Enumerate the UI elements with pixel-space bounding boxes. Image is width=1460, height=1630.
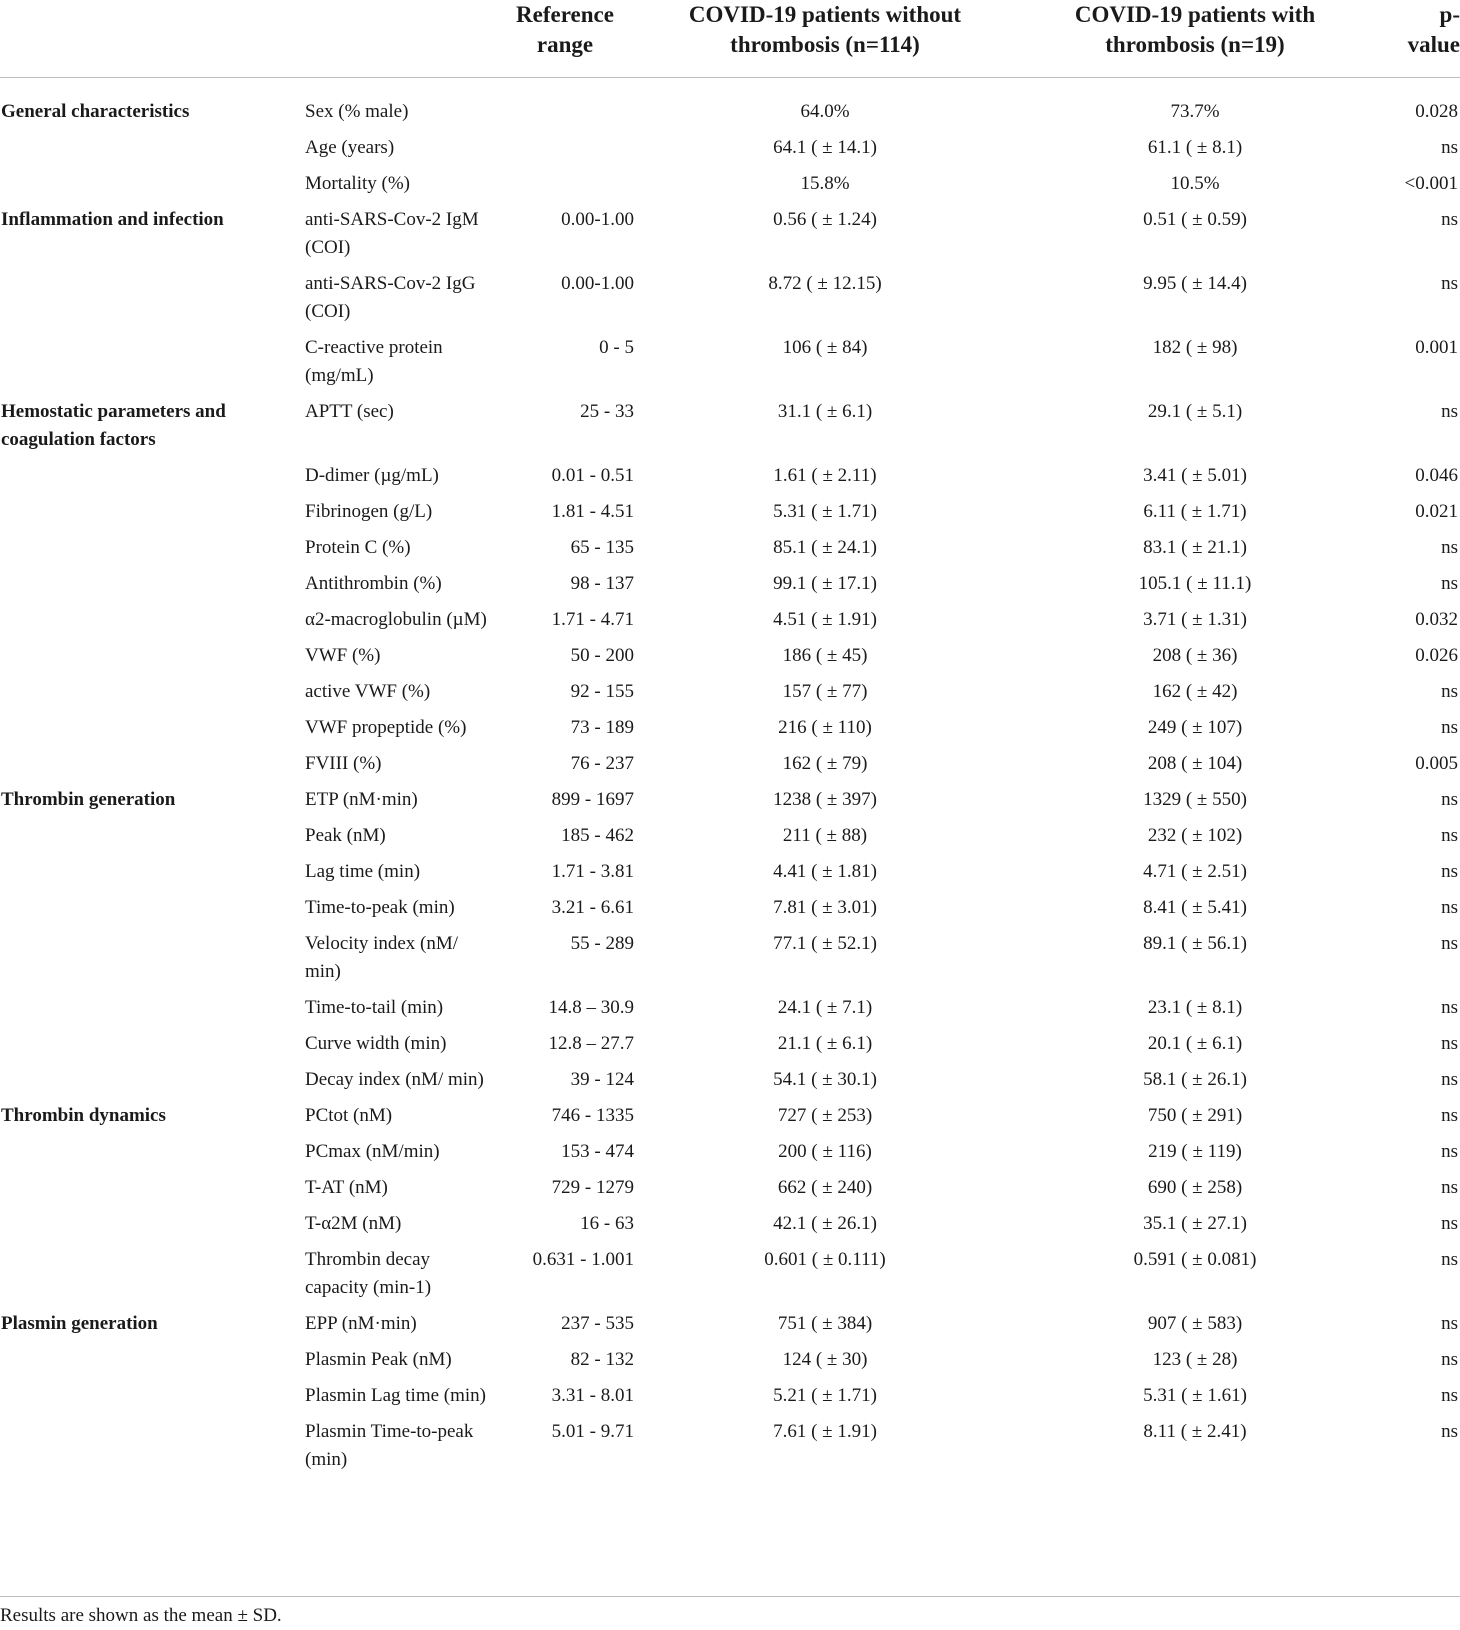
row-with-thrombosis: 690 ( ± 258) [1147, 1177, 1243, 1198]
row-reference-range: 3.21 - 6.61 [551, 897, 634, 918]
row-with-thrombosis: 6.11 ( ± 1.71) [1143, 501, 1247, 522]
row-category [0, 926, 305, 990]
row-parameter: T-AT (nM) [305, 1177, 388, 1198]
row-reference-range: 5.01 - 9.71 [551, 1421, 634, 1442]
row-p-value: ns [1441, 789, 1458, 810]
table-header [0, 0, 1460, 78]
row-without-thrombosis: 5.31 ( ± 1.71) [773, 501, 877, 522]
row-category: Plasmin generation [1, 1313, 158, 1334]
row-parameter: Protein C (%) [305, 537, 411, 558]
row-reference-range: 50 - 200 [570, 645, 634, 666]
row-reference-range: 92 - 155 [570, 681, 634, 702]
row-reference-range [500, 94, 640, 130]
row-with-thrombosis: 249 ( ± 107) [1147, 717, 1243, 738]
row-p-value: <0.001 [1404, 173, 1458, 194]
table-row [0, 566, 1460, 602]
row-with-thrombosis: 182 ( ± 98) [1152, 337, 1238, 358]
row-category [0, 990, 305, 1026]
row-parameter: ETP (nM·min) [305, 789, 418, 810]
row-p-value: 0.026 [1415, 645, 1458, 666]
row-with-thrombosis: 105.1 ( ± 11.1) [1138, 573, 1252, 594]
row-with-thrombosis: 219 ( ± 119) [1148, 1141, 1242, 1162]
row-with-thrombosis: 29.1 ( ± 5.1) [1147, 401, 1243, 422]
header-p-value [1380, 0, 1460, 78]
table-row [0, 1206, 1460, 1242]
row-parameter: C-reactive protein (mg/mL) [305, 337, 443, 386]
row-without-thrombosis: 54.1 ( ± 30.1) [773, 1069, 877, 1090]
table-row [0, 1306, 1460, 1342]
row-with-thrombosis: 123 ( ± 28) [1152, 1349, 1238, 1370]
table-row [0, 94, 1460, 130]
row-category [0, 266, 305, 330]
row-parameter: Mortality (%) [305, 173, 411, 194]
row-with-thrombosis: 58.1 ( ± 26.1) [1143, 1069, 1247, 1090]
row-without-thrombosis: 42.1 ( ± 26.1) [773, 1213, 877, 1234]
row-category [0, 530, 305, 566]
row-reference-range: 0.631 - 1.001 [532, 1249, 634, 1270]
row-without-thrombosis: 662 ( ± 240) [777, 1177, 873, 1198]
row-reference-range: 153 - 474 [561, 1141, 634, 1162]
row-without-thrombosis: 64.0% [800, 101, 850, 122]
table-row [0, 530, 1460, 566]
row-p-value: ns [1441, 1249, 1458, 1270]
row-p-value: ns [1441, 681, 1458, 702]
row-parameter: Curve width (min) [305, 1033, 447, 1054]
row-parameter: Velocity index (nM/ min) [305, 933, 459, 982]
row-category [0, 1378, 305, 1414]
row-category [0, 854, 305, 890]
header-parameter [305, 0, 500, 78]
row-reference-range: 0.01 - 0.51 [551, 465, 634, 486]
row-without-thrombosis: 21.1 ( ± 6.1) [777, 1033, 873, 1054]
row-category: Thrombin generation [1, 789, 176, 810]
row-p-value: ns [1441, 1313, 1458, 1334]
row-reference-range: 12.8 – 27.7 [548, 1033, 634, 1054]
row-with-thrombosis: 208 ( ± 36) [1152, 645, 1238, 666]
row-p-value: ns [1441, 1349, 1458, 1370]
row-parameter: anti-SARS-Cov-2 IgM (COI) [305, 209, 479, 258]
table-row [0, 1242, 1460, 1306]
table-footnote: Results are shown as the mean ± SD. [0, 1605, 282, 1626]
row-reference-range: 65 - 135 [570, 537, 634, 558]
table-row [0, 638, 1460, 674]
row-reference-range: 82 - 132 [570, 1349, 634, 1370]
row-reference-range: 14.8 – 30.9 [548, 997, 634, 1018]
row-p-value: ns [1441, 933, 1458, 954]
row-without-thrombosis: 31.1 ( ± 6.1) [777, 401, 873, 422]
table-row [0, 330, 1460, 394]
table-row [0, 782, 1460, 818]
table-row [0, 926, 1460, 990]
row-p-value: ns [1441, 401, 1458, 422]
row-with-thrombosis: 61.1 ( ± 8.1) [1147, 137, 1243, 158]
table-row [0, 674, 1460, 710]
row-category: Hemostatic parameters and coagulation factors [1, 401, 226, 450]
row-reference-range: 0.00-1.00 [561, 209, 634, 230]
row-reference-range: 0.00-1.00 [561, 273, 634, 294]
row-category [0, 1062, 305, 1098]
row-category [0, 1242, 305, 1306]
row-with-thrombosis: 0.51 ( ± 0.59) [1143, 209, 1247, 230]
header-reference-line1: Reference [516, 2, 614, 27]
table-row [0, 1026, 1460, 1062]
row-reference-range: 1.81 - 4.51 [551, 501, 634, 522]
row-with-thrombosis: 907 ( ± 583) [1147, 1313, 1243, 1334]
row-category [0, 710, 305, 746]
row-with-thrombosis: 10.5% [1170, 173, 1220, 194]
row-parameter: T-α2M (nM) [305, 1213, 402, 1234]
row-without-thrombosis: 727 ( ± 253) [777, 1105, 873, 1126]
row-category [0, 1170, 305, 1206]
row-reference-range: 55 - 289 [570, 933, 634, 954]
row-p-value: 0.028 [1415, 101, 1458, 122]
row-without-thrombosis: 1.61 ( ± 2.11) [773, 465, 877, 486]
table-row [0, 602, 1460, 638]
row-p-value: ns [1441, 861, 1458, 882]
row-category [0, 818, 305, 854]
row-parameter: Thrombin decay capacity (min-1) [305, 1249, 432, 1298]
row-reference-range: 1.71 - 3.81 [551, 861, 634, 882]
row-category [0, 330, 305, 394]
row-without-thrombosis: 8.72 ( ± 12.15) [768, 273, 882, 294]
row-without-thrombosis: 1238 ( ± 397) [773, 789, 877, 810]
row-p-value: 0.032 [1415, 609, 1458, 630]
row-p-value: ns [1441, 1213, 1458, 1234]
header-p-line1: p- [1439, 2, 1460, 27]
row-parameter: Decay index (nM/ min) [305, 1069, 484, 1090]
row-p-value: ns [1441, 1141, 1458, 1162]
row-reference-range: 25 - 33 [580, 401, 634, 422]
table-body [0, 78, 1460, 1479]
row-without-thrombosis: 0.56 ( ± 1.24) [773, 209, 877, 230]
row-reference-range: 16 - 63 [580, 1213, 634, 1234]
row-without-thrombosis: 106 ( ± 84) [782, 337, 868, 358]
row-with-thrombosis: 8.11 ( ± 2.41) [1143, 1421, 1247, 1442]
row-category [0, 674, 305, 710]
row-parameter: Peak (nM) [305, 825, 386, 846]
row-parameter: active VWF (%) [305, 681, 431, 702]
table-row [0, 854, 1460, 890]
row-without-thrombosis: 162 ( ± 79) [782, 753, 868, 774]
header-reference-line2: range [536, 32, 594, 57]
header-spacer [0, 78, 1460, 95]
row-p-value: ns [1441, 1105, 1458, 1126]
header-reference-range [500, 0, 640, 78]
row-parameter: Plasmin Time-to-peak (min) [305, 1421, 474, 1470]
row-parameter: Time-to-peak (min) [305, 897, 455, 918]
row-with-thrombosis: 9.95 ( ± 14.4) [1143, 273, 1247, 294]
table-row [0, 1062, 1460, 1098]
row-p-value: ns [1441, 897, 1458, 918]
row-p-value: ns [1441, 273, 1458, 294]
row-without-thrombosis: 200 ( ± 116) [778, 1141, 872, 1162]
row-p-value: ns [1441, 537, 1458, 558]
row-with-thrombosis: 20.1 ( ± 6.1) [1147, 1033, 1243, 1054]
row-reference-range: 76 - 237 [570, 753, 634, 774]
row-p-value: 0.005 [1415, 753, 1458, 774]
bottom-rule [0, 1596, 1460, 1597]
row-reference-range: 746 - 1335 [551, 1105, 634, 1126]
row-category [0, 458, 305, 494]
row-reference-range: 39 - 124 [570, 1069, 634, 1090]
table-row [0, 394, 1460, 458]
row-category [0, 890, 305, 926]
row-category: General characteristics [1, 101, 190, 122]
row-p-value: ns [1441, 573, 1458, 594]
row-with-thrombosis: 232 ( ± 102) [1147, 825, 1243, 846]
row-without-thrombosis: 15.8% [800, 173, 850, 194]
row-p-value: ns [1441, 1421, 1458, 1442]
row-parameter: Time-to-tail (min) [305, 997, 444, 1018]
row-parameter: Lag time (min) [305, 861, 421, 882]
row-p-value: 0.001 [1415, 337, 1458, 358]
row-reference-range: 185 - 462 [561, 825, 634, 846]
row-parameter: α2-macroglobulin (µM) [305, 609, 487, 630]
header-with-line1: COVID-19 patients with [1074, 2, 1316, 27]
row-p-value: ns [1441, 209, 1458, 230]
row-without-thrombosis: 5.21 ( ± 1.71) [773, 1385, 877, 1406]
header-p-line2: value [1407, 32, 1460, 57]
row-category [0, 1342, 305, 1378]
row-without-thrombosis: 0.601 ( ± 0.111) [764, 1249, 886, 1270]
row-without-thrombosis: 4.41 ( ± 1.81) [773, 861, 877, 882]
row-parameter: Fibrinogen (g/L) [305, 501, 433, 522]
row-category [0, 1206, 305, 1242]
row-without-thrombosis: 124 ( ± 30) [782, 1349, 868, 1370]
row-reference-range: 729 - 1279 [551, 1177, 634, 1198]
row-with-thrombosis: 73.7% [1170, 101, 1220, 122]
table-row [0, 458, 1460, 494]
row-without-thrombosis: 751 ( ± 384) [777, 1313, 873, 1334]
row-with-thrombosis: 35.1 ( ± 27.1) [1143, 1213, 1247, 1234]
row-reference-range: 3.31 - 8.01 [551, 1385, 634, 1406]
row-p-value: ns [1441, 997, 1458, 1018]
row-with-thrombosis: 3.71 ( ± 1.31) [1143, 609, 1247, 630]
table-row [0, 166, 1460, 202]
row-category: Thrombin dynamics [1, 1105, 166, 1126]
table-row [0, 990, 1460, 1026]
table-row [0, 1378, 1460, 1414]
row-without-thrombosis: 77.1 ( ± 52.1) [773, 933, 877, 954]
row-parameter: EPP (nM·min) [305, 1313, 417, 1334]
row-with-thrombosis: 23.1 ( ± 8.1) [1147, 997, 1243, 1018]
table-row [0, 1134, 1460, 1170]
row-p-value: ns [1441, 1033, 1458, 1054]
row-with-thrombosis: 0.591 ( ± 0.081) [1133, 1249, 1257, 1270]
row-parameter: Sex (% male) [305, 101, 409, 122]
row-without-thrombosis: 85.1 ( ± 24.1) [773, 537, 877, 558]
row-with-thrombosis: 1329 ( ± 550) [1143, 789, 1247, 810]
table-row [0, 130, 1460, 166]
row-category [0, 494, 305, 530]
row-parameter: Antithrombin (%) [305, 573, 442, 594]
row-category [0, 638, 305, 674]
row-category [0, 130, 305, 166]
header-row [0, 0, 1460, 78]
row-p-value: 0.021 [1415, 501, 1458, 522]
row-without-thrombosis: 7.61 ( ± 1.91) [773, 1421, 877, 1442]
table-row [0, 890, 1460, 926]
row-parameter: APTT (sec) [305, 401, 394, 422]
header-with-thrombosis [1010, 0, 1380, 78]
row-reference-range: 899 - 1697 [551, 789, 634, 810]
row-p-value: ns [1441, 717, 1458, 738]
row-without-thrombosis: 216 ( ± 110) [778, 717, 872, 738]
row-p-value: ns [1441, 825, 1458, 846]
row-parameter: Age (years) [305, 137, 395, 158]
row-with-thrombosis: 89.1 ( ± 56.1) [1143, 933, 1247, 954]
row-with-thrombosis: 8.41 ( ± 5.41) [1143, 897, 1247, 918]
row-p-value: ns [1441, 1177, 1458, 1198]
row-reference-range [500, 130, 640, 166]
table-row [0, 710, 1460, 746]
header-without-thrombosis [640, 0, 1010, 78]
row-reference-range: 0 - 5 [599, 337, 634, 358]
row-parameter: anti-SARS-Cov-2 IgG (COI) [305, 273, 476, 322]
row-parameter: VWF (%) [305, 645, 381, 666]
table-row [0, 1342, 1460, 1378]
row-p-value: ns [1441, 1069, 1458, 1090]
row-parameter: FVIII (%) [305, 753, 382, 774]
row-without-thrombosis: 4.51 ( ± 1.91) [773, 609, 877, 630]
row-with-thrombosis: 83.1 ( ± 21.1) [1143, 537, 1247, 558]
row-without-thrombosis: 157 ( ± 77) [782, 681, 868, 702]
row-with-thrombosis: 162 ( ± 42) [1152, 681, 1238, 702]
row-reference-range: 237 - 535 [561, 1313, 634, 1334]
row-reference-range: 1.71 - 4.71 [551, 609, 634, 630]
row-without-thrombosis: 64.1 ( ± 14.1) [773, 137, 877, 158]
table-row [0, 202, 1460, 266]
header-category [0, 0, 305, 78]
row-with-thrombosis: 4.71 ( ± 2.51) [1143, 861, 1247, 882]
row-p-value: 0.046 [1415, 465, 1458, 486]
table-row [0, 1414, 1460, 1478]
row-category [0, 746, 305, 782]
row-p-value: ns [1441, 137, 1458, 158]
row-reference-range: 73 - 189 [570, 717, 634, 738]
row-parameter: PCmax (nM/min) [305, 1141, 440, 1162]
row-with-thrombosis: 750 ( ± 291) [1147, 1105, 1243, 1126]
table-row [0, 1170, 1460, 1206]
row-with-thrombosis: 5.31 ( ± 1.61) [1143, 1385, 1247, 1406]
row-parameter: Plasmin Peak (nM) [305, 1349, 452, 1370]
row-parameter: VWF propeptide (%) [305, 717, 467, 738]
row-parameter: D-dimer (µg/mL) [305, 465, 439, 486]
table-row [0, 746, 1460, 782]
table-row [0, 494, 1460, 530]
row-p-value: ns [1441, 1385, 1458, 1406]
header-without-line1: COVID-19 patients without [688, 2, 962, 27]
table-row [0, 266, 1460, 330]
header-with-line2: thrombosis (n=19) [1105, 32, 1285, 57]
row-parameter: PCtot (nM) [305, 1105, 393, 1126]
table-row [0, 1098, 1460, 1134]
row-with-thrombosis: 208 ( ± 104) [1147, 753, 1243, 774]
header-without-line2: thrombosis (n=114) [730, 32, 920, 57]
row-reference-range: 98 - 137 [570, 573, 634, 594]
row-category [0, 566, 305, 602]
row-category [0, 1414, 305, 1478]
row-category [0, 602, 305, 638]
row-without-thrombosis: 7.81 ( ± 3.01) [773, 897, 877, 918]
row-category [0, 166, 305, 202]
row-with-thrombosis: 3.41 ( ± 5.01) [1143, 465, 1247, 486]
table-row [0, 818, 1460, 854]
row-category [0, 1026, 305, 1062]
row-category: Inflammation and infection [1, 209, 224, 230]
row-parameter: Plasmin Lag time (min) [305, 1385, 487, 1406]
row-without-thrombosis: 211 ( ± 88) [782, 825, 868, 846]
row-category [0, 1134, 305, 1170]
row-reference-range [500, 166, 640, 202]
row-without-thrombosis: 24.1 ( ± 7.1) [777, 997, 873, 1018]
row-without-thrombosis: 99.1 ( ± 17.1) [773, 573, 877, 594]
row-without-thrombosis: 186 ( ± 45) [782, 645, 868, 666]
